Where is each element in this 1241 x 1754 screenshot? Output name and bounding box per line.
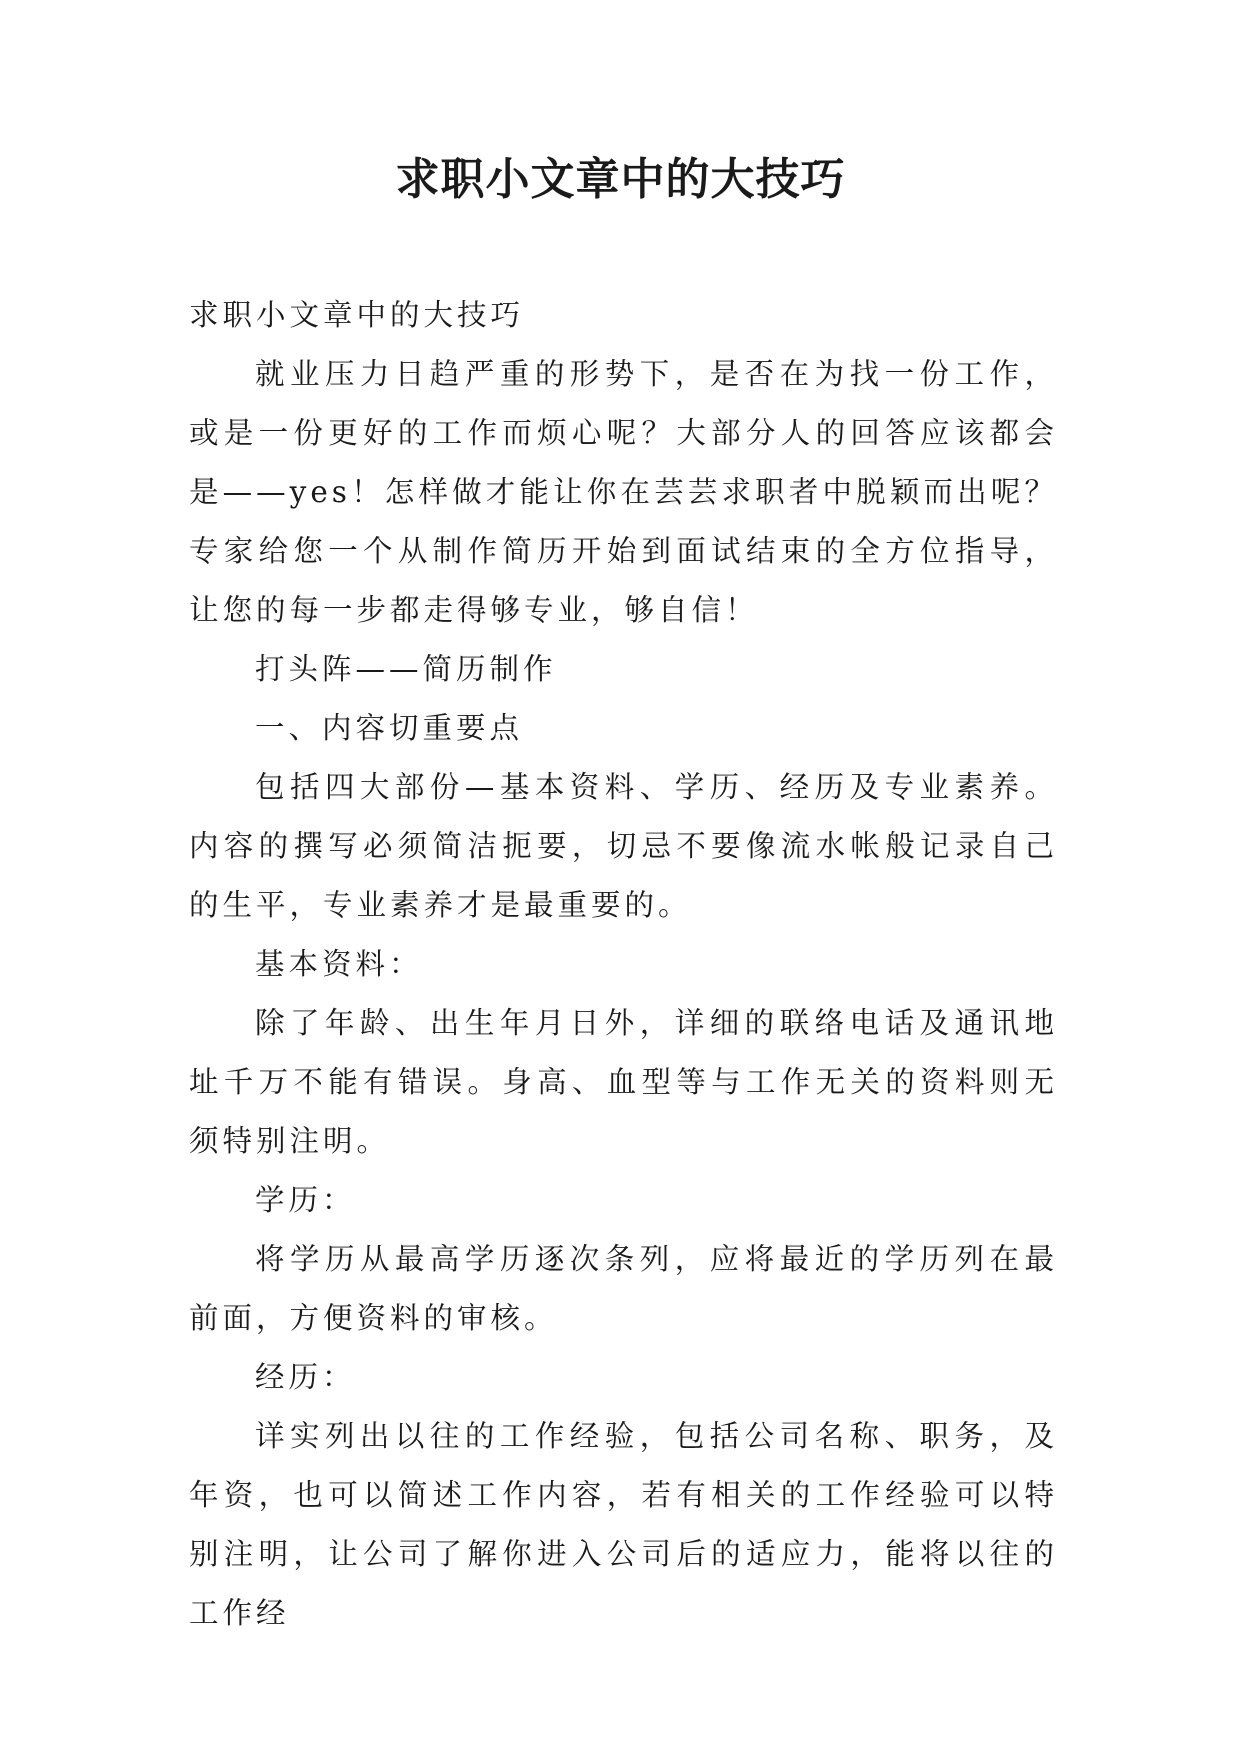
- item-heading-education: 学历：: [255, 1183, 356, 1217]
- paragraph-experience: 详实列出以往的工作经验，包括公司名称、职务，及年资，也可以简述工作内容，若有相关的工作经验可以特别注明，让公司了解你进入公司后的适应力，能将以往的工作经: [189, 1419, 1058, 1630]
- subsection-heading-content: 一、内容切重要点: [255, 711, 524, 745]
- paragraph-four-parts: 包括四大部份—基本资料、学历、经历及专业素养。内容的撰写必须简洁扼要，切忌不要像流水帐般记录自己的生平，专业素养才是最重要的。: [189, 770, 1058, 922]
- paragraph-intro: 就业压力日趋严重的形势下，是否在为找一份工作，或是一份更好的工作而烦心呢？大部分人的回答应该都会是——yes！怎样做才能让你在芸芸求职者中脱颖而出呢？专家给您一个从制作简历开始到面试结束的全方位指导，让您的每一步都走得够专业，够自信！: [189, 357, 1058, 627]
- item-heading-experience: 经历：: [255, 1360, 356, 1394]
- document-title: 求职小文章中的大技巧: [395, 154, 846, 205]
- section-heading-resume: 打头阵——简历制作: [255, 652, 557, 686]
- document-body: [189, 286, 1058, 1643]
- item-heading-basic-info: 基本资料：: [255, 947, 423, 981]
- paragraph-education: 将学历从最高学历逐次条列，应将最近的学历列在最前面，方便资料的审核。: [189, 1242, 1058, 1335]
- paragraph-heading: 求职小文章中的大技巧: [189, 298, 525, 332]
- paragraph-basic-info: 除了年龄、出生年月日外，详细的联络电话及通讯地址千万不能有错误。身高、血型等与工作无关的资料则无须特别注明。: [189, 1006, 1058, 1158]
